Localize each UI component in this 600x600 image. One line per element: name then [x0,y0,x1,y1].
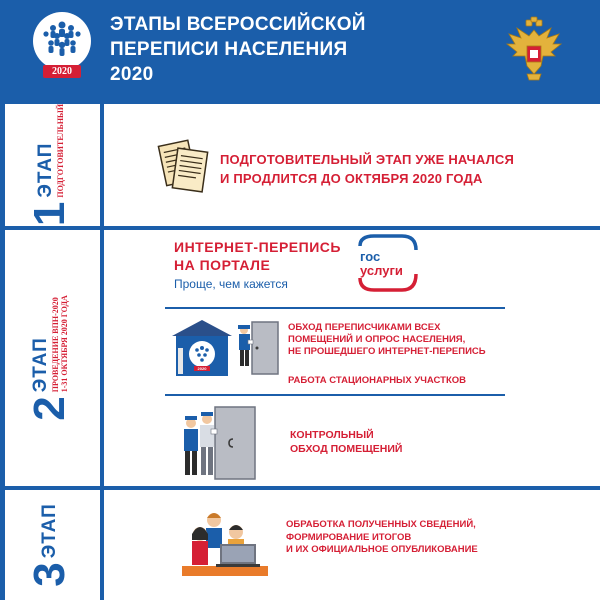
title-line-2: ПЕРЕПИСИ НАСЕЛЕНИЯ [110,39,348,60]
control-round-text [290,428,402,456]
logo-year-badge: 2020 [43,65,81,78]
stage-3-number: 3 [25,562,74,587]
census-logo-icon [33,12,91,70]
column-divider [100,104,104,600]
obrab-line-1: ОБРАБОТКА ПОЛУЧЕННЫХ СВЕДЕНИЙ, [286,519,476,530]
title-line-1: ЭТАПЫ ВСЕРОССИЙСКОЙ [110,14,366,35]
control-round-icon [177,405,262,481]
data-processing-icon [180,508,270,580]
page-title [110,12,430,87]
internet-line-2: НА ПОРТАЛЕ [174,257,271,273]
gosuslugi-gos: гос [360,249,381,264]
separator-1 [165,307,505,309]
internet-slogan: Проще, чем кажется [174,277,288,291]
house-year-label: 2020 [197,366,207,371]
obhod-line-2: ПОМЕЩЕНИЙ И ОПРОС НАСЕЛЕНИЯ, [288,334,466,345]
stage-2-sub-2: 1-31 ОКТЯБРЯ 2020 ГОДА [60,295,69,393]
kontrol-line-2: ОБХОД ПОМЕЩЕНИЙ [290,443,403,455]
separator-2 [165,394,505,396]
title-line-3: 2020 [110,64,154,85]
stage-1-description [220,150,514,188]
stage-1-line-2: И ПРОДЛИТСЯ ДО ОКТЯБРЯ 2020 ГОДА [220,171,483,186]
stage-1-line-1: ПОДГОТОВИТЕЛЬНЫЙ ЭТАП УЖЕ НАЧАЛСЯ [220,152,515,167]
stage-2-sub-1: ПРОВЕДЕНИЕ ВПН-2020 [51,297,60,393]
double-headed-eagle-icon [503,16,565,84]
obrab-line-3: И ИХ ОФИЦИАЛЬНОЕ ОПУБЛИКОВАНИЕ [286,544,478,555]
stage-2-word: ЭТАП [30,337,51,393]
stage-1-sub: ПОДГОТОВИТЕЛЬНЫЙ [55,103,65,198]
data-processing-text [286,519,478,557]
stationary-stations-text: РАБОТА СТАЦИОНАРНЫХ УЧАСТКОВ [288,375,467,386]
stage-1-word: ЭТАП [34,142,56,198]
door-to-door-text [288,322,486,358]
stage-1-label [0,104,100,226]
stage-3-word: ЭТАП [39,503,60,559]
header [0,0,600,104]
internet-line-1: ИНТЕРНЕТ-ПЕРЕПИСЬ [174,239,341,255]
documents-icon [155,136,210,196]
obhod-line-1: ОБХОД ПЕРЕПИСЧИКАМИ ВСЕХ [288,322,441,333]
gosuslugi-uslugi: услуги [360,263,403,278]
internet-census-title [174,238,341,274]
stage-2-number: 2 [25,396,74,421]
stage-2-label [0,230,100,486]
stage-3-label [0,490,100,600]
door-with-enumerator-icon [236,318,284,376]
kontrol-line-1: КОНТРОЛЬНЫЙ [290,429,374,441]
obhod-line-3: НЕ ПРОШЕДШЕГО ИНТЕРНЕТ-ПЕРЕПИСЬ [288,346,486,357]
stage-1-number: 1 [25,201,74,227]
obrab-line-2: ФОРМИРОВАНИЕ ИТОГОВ [286,531,412,543]
